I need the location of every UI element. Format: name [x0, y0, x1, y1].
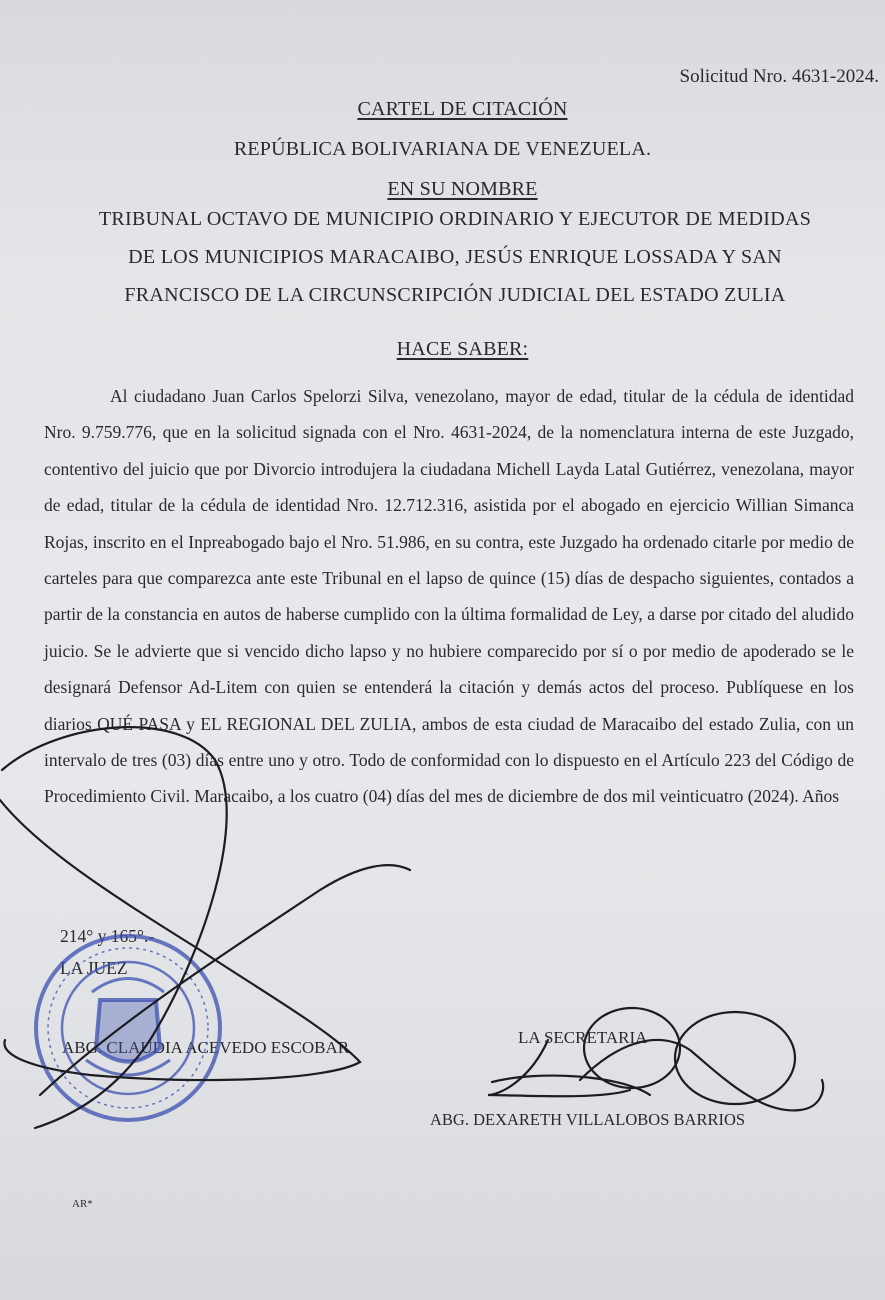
citation-paragraph: Al ciudadano Juan Carlos Spelorzi Silva, venezolano, mayor de edad, titular de la cédula de identidad Nro. 9.759.776, que en la solicitud signada con el Nro. 4631-2024, de la nomenclatura interna de este Juzgado, contentivo del juicio que por Divorcio introdujera la ciudadana Michell Layda Latal Gutiérrez, venezolana, mayor de edad, titular de la cédula de identidad Nro. 12.712.316, asistida por el abogado en ejercicio Willian Simanca Rojas, inscrito en el Inpreabogado bajo el Nro. 51.986, en su contra, este Juzgado ha ordenado citarle por medio de carteles para que comparezca ante este Tribunal en el lapso de quince (15) días de despacho siguientes, contados a partir de la constancia en autos de haberse cumplido con la última formalidad de Ley, a darse por citado del aludido juicio. Se le advierte que si vencido dicho lapso y no hubiere comparecido por sí o por medio de apoderado se le designará Defensor Ad-Litem con quien se entenderá la citación y demás actos del proceso. Publíquese en los diarios QUÉ PASA y EL REGIONAL DEL ZULIA, ambos de esta ciudad de Maracaibo del estado Zulia, con un intervalo de tres (03) días entre uno y otro. Todo de conformidad con lo dispuesto en el Artículo 223 del Código de Procedimiento Civil. Maracaibo, a los cuatro (04) días del mes de diciembre de dos mil veinticuatro (2024). Años [44, 386, 854, 807]
juez-name: ABG. CLAUDIA ACEVEDO ESCOBAR [62, 1038, 350, 1057]
tribunal-line: DE LOS MUNICIPIOS MARACAIBO, JESÚS ENRIQUE LOSSADA Y SAN [128, 246, 782, 268]
years-line: 214° y 165°.- [60, 926, 155, 946]
en-su-nombre-heading: EN SU NOMBRE [387, 178, 538, 200]
juez-title: LA JUEZ [60, 958, 128, 978]
republic-heading: REPÚBLICA BOLIVARIANA DE VENEZUELA. [233, 138, 652, 160]
typist-initials: AR* [72, 1198, 93, 1210]
solicitud-number: Solicitud Nro. 4631-2024. [679, 66, 879, 87]
secretaria-name: ABG. DEXARETH VILLALOBOS BARRIOS [430, 1110, 746, 1129]
tribunal-line: FRANCISCO DE LA CIRCUNSCRIPCIÓN JUDICIAL DEL ESTADO ZULIA [124, 284, 786, 306]
document-title: CARTEL DE CITACIÓN [357, 98, 568, 120]
secretaria-title: LA SECRETARIA [518, 1028, 648, 1047]
tribunal-line: TRIBUNAL OCTAVO DE MUNICIPIO ORDINARIO Y EJECUTOR DE MEDIDAS [98, 208, 812, 230]
hace-saber-heading: HACE SABER: [396, 338, 529, 360]
